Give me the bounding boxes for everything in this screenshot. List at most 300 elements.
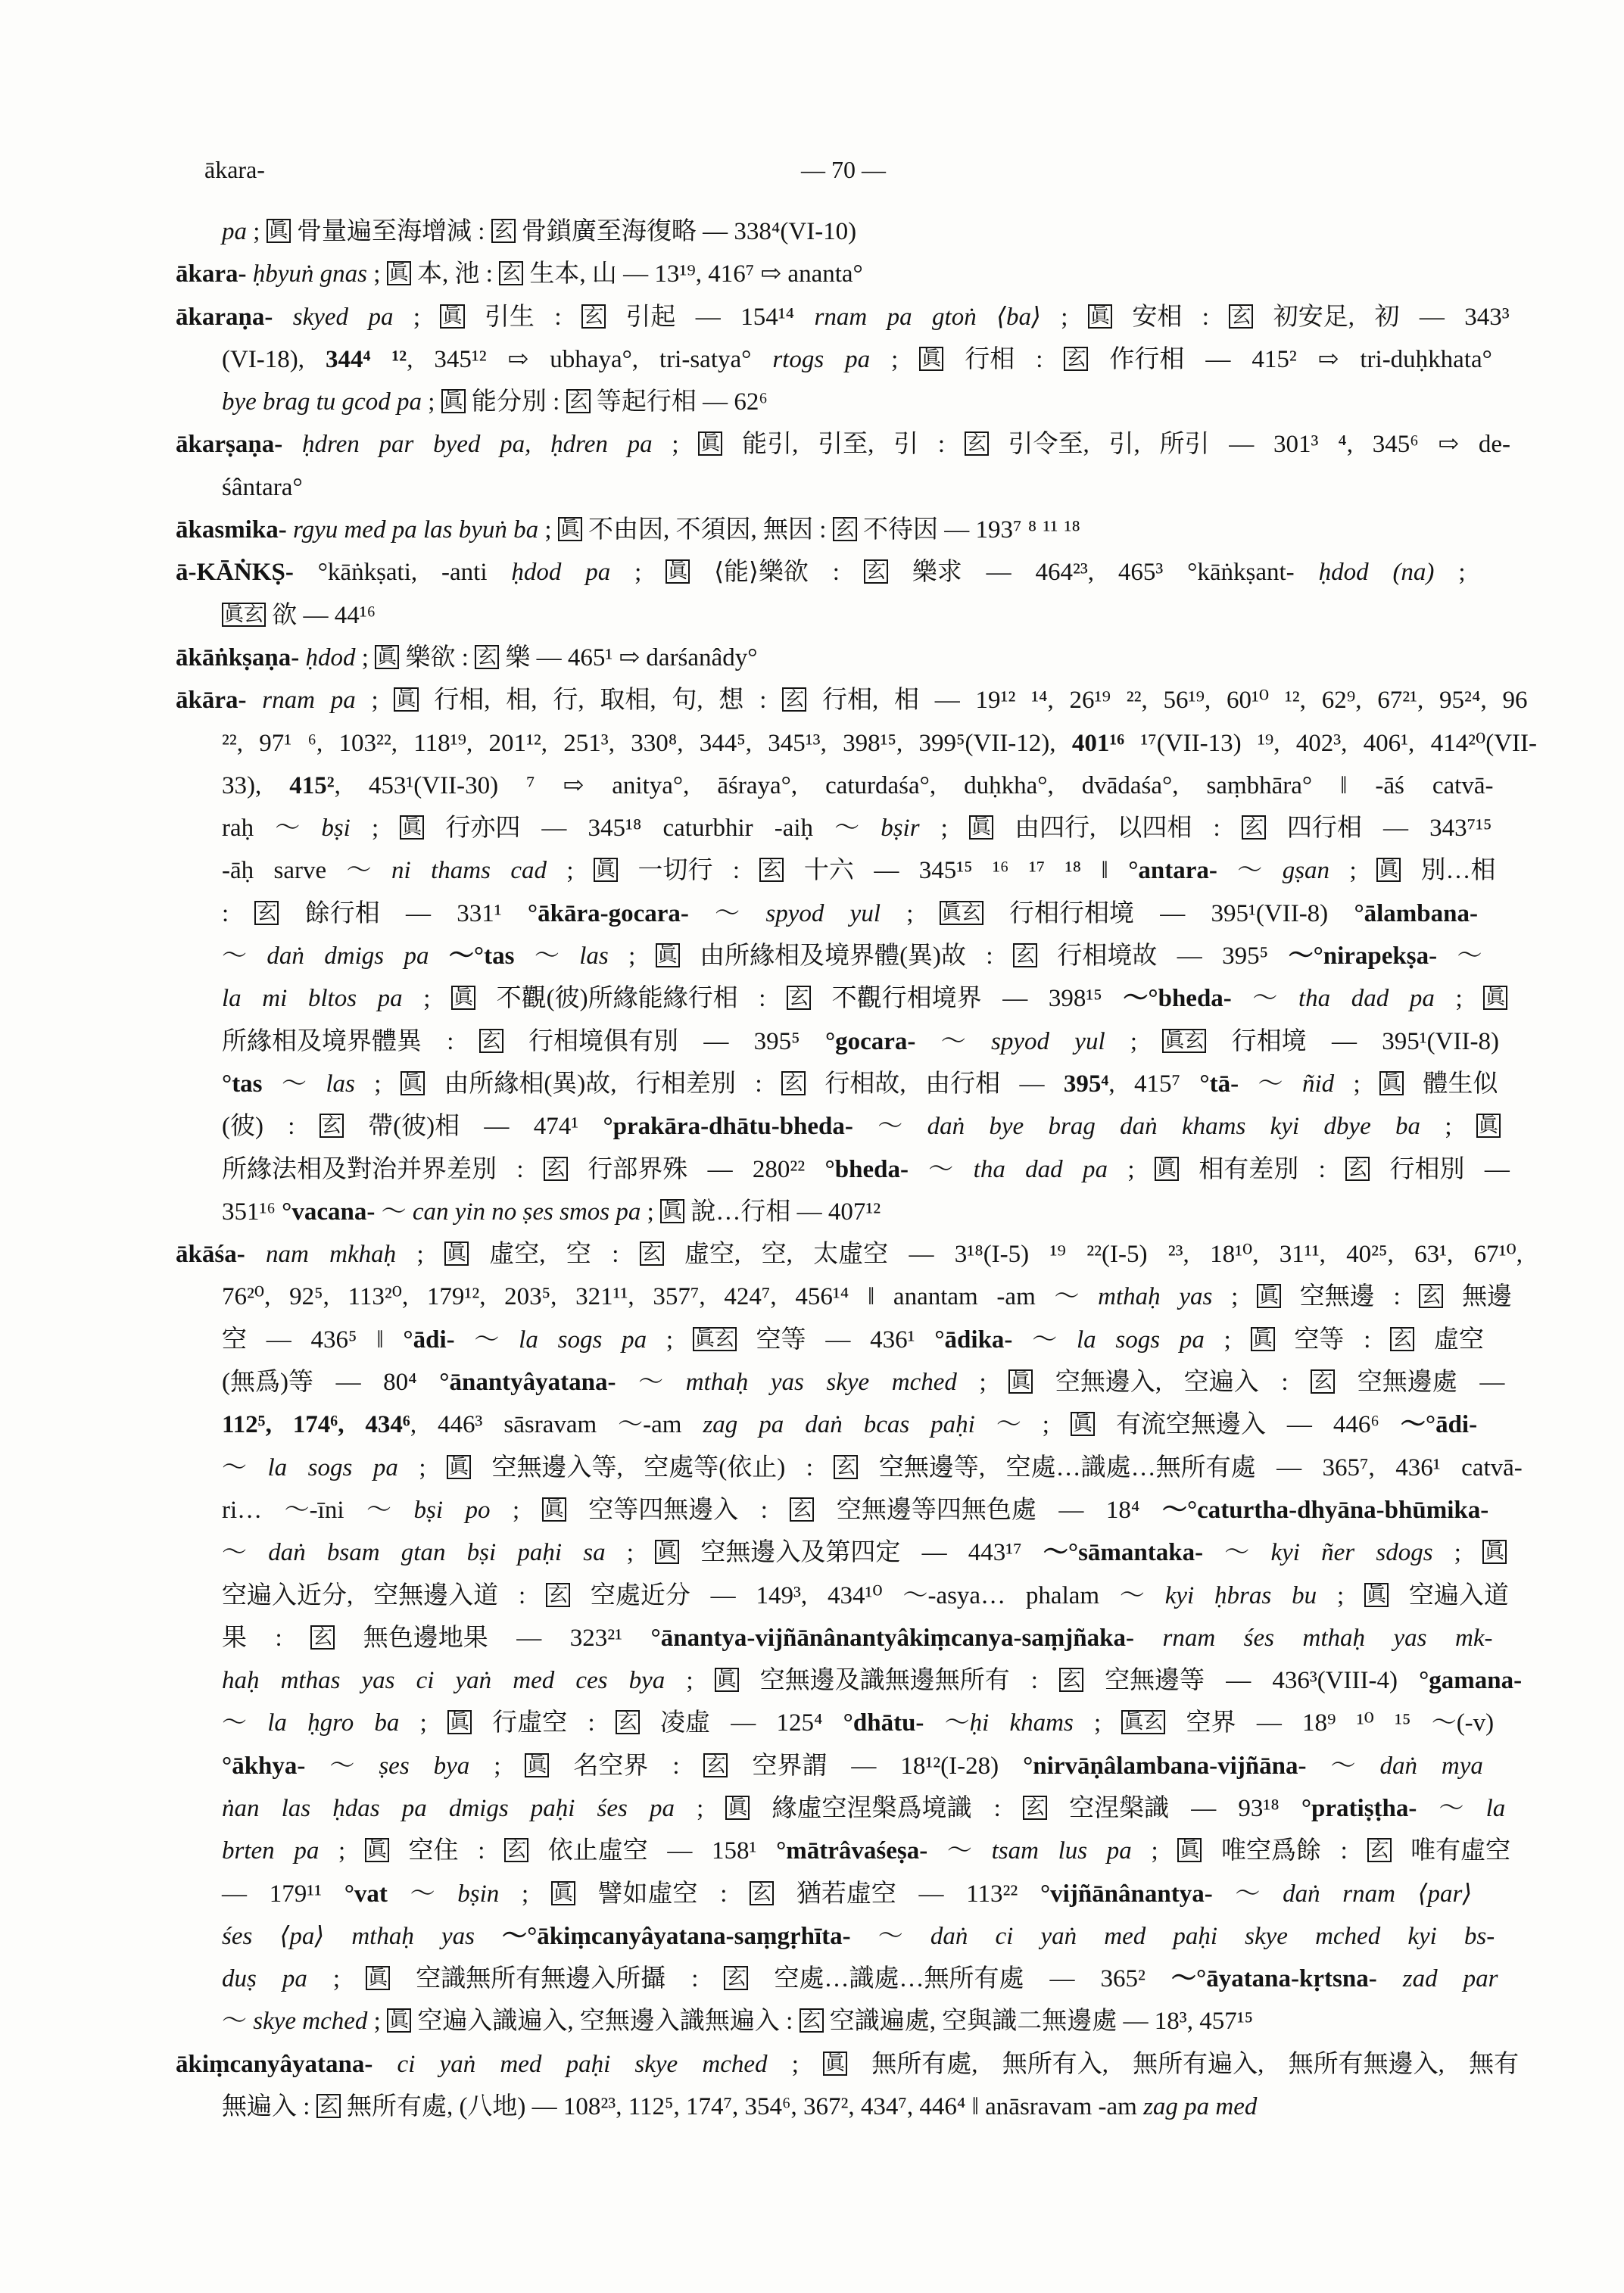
entry-line bbox=[222, 765, 1537, 807]
bold-term: °vacana- bbox=[282, 1198, 376, 1226]
tibetan-text: bṣir bbox=[881, 815, 920, 843]
translation-mark: 玄 bbox=[800, 2008, 824, 2033]
tibetan-text: pa bbox=[222, 218, 247, 245]
bold-term: 401¹⁶ bbox=[1071, 729, 1125, 757]
entry-text: 等起行相 — 62⁶ bbox=[590, 388, 768, 416]
dictionary-entry bbox=[0, 637, 1624, 679]
translation-mark: 玄 bbox=[499, 261, 523, 285]
line-text bbox=[176, 551, 1466, 594]
entry-line bbox=[222, 2086, 1537, 2128]
translation-mark: 眞 bbox=[656, 943, 680, 967]
entry-line bbox=[222, 1063, 1537, 1105]
translation-mark: 眞 bbox=[387, 261, 411, 285]
entry-text: 空無邊 : bbox=[1281, 1283, 1420, 1311]
bold-term: °vijñānânantya- bbox=[1040, 1880, 1213, 1908]
line-text bbox=[176, 296, 1510, 338]
entry-line bbox=[222, 381, 1537, 423]
entry-text: 依止虛空 — 158¹ bbox=[528, 1837, 777, 1865]
entry-text: , 415⁷ bbox=[1108, 1070, 1200, 1098]
tibetan-text: rnam pa bbox=[262, 687, 356, 715]
entry-text: ～ bbox=[1203, 1539, 1271, 1567]
translation-mark: 眞 bbox=[366, 1966, 390, 1990]
entry-text: ; bbox=[675, 1794, 726, 1822]
bold-term: ～°ādi- bbox=[1400, 1411, 1478, 1439]
tibetan-text: skyed pa bbox=[292, 303, 394, 331]
entry-text: 空遍入識遍入, 空無邊入識無遍入 : bbox=[411, 2008, 800, 2036]
tibetan-text: daṅ bye brag daṅ khams kyi dbye ba bbox=[927, 1113, 1421, 1141]
entry-text: ～ bbox=[853, 1113, 927, 1141]
entry-text: (無爲)等 — 80⁴ bbox=[222, 1369, 440, 1397]
entry-text: śântara° bbox=[222, 473, 303, 501]
translation-mark: 玄 bbox=[965, 431, 989, 456]
entry-text: 欲 — 44¹⁶ bbox=[266, 601, 376, 629]
entry-line bbox=[222, 1276, 1537, 1318]
line-text bbox=[222, 1191, 881, 1233]
entry-text: 由四行, 以四相 : bbox=[993, 815, 1242, 843]
entry-text: 空無邊入等, 空處等(依止) : bbox=[471, 1453, 834, 1481]
line-text bbox=[222, 849, 1496, 892]
line-text bbox=[222, 807, 1492, 849]
entry-line bbox=[222, 935, 1537, 977]
translation-mark: 眞 bbox=[525, 1753, 549, 1777]
translation-mark: 眞 bbox=[444, 1242, 469, 1266]
tibetan-text: tsam lus pa bbox=[991, 1837, 1132, 1865]
translation-mark: 眞 bbox=[551, 1881, 575, 1905]
entry-text: 行相 : bbox=[943, 345, 1064, 373]
translation-mark: 玄 bbox=[475, 645, 499, 669]
line-text bbox=[222, 1830, 1510, 1872]
entry-text: ; bbox=[641, 1198, 661, 1226]
entry-text: ; bbox=[367, 2008, 388, 2036]
translation-mark: 玄 bbox=[1229, 304, 1253, 329]
entry-text: 空識遍處, 空與識二無邊處 — 18³, 457¹⁵ bbox=[823, 2008, 1254, 2036]
entry-text: 果 : bbox=[222, 1624, 311, 1652]
translation-mark: 玄 bbox=[782, 687, 806, 712]
entry-line bbox=[222, 977, 1537, 1020]
translation-mark: 眞 bbox=[394, 687, 418, 712]
tibetan-text: tha dad pa bbox=[973, 1155, 1108, 1183]
line-text bbox=[176, 1233, 1523, 1276]
entry-head-line bbox=[176, 2043, 1537, 2086]
entry-text: 行相境故 — 395⁵ bbox=[1037, 942, 1289, 970]
entry-text: ; bbox=[1040, 303, 1088, 331]
entry-line bbox=[222, 1830, 1537, 1872]
translation-mark: 眞玄 bbox=[1162, 1029, 1206, 1053]
entry-text: 不待因 — 193⁷ ⁸ ¹¹ ¹⁸ bbox=[856, 516, 1080, 544]
entry-text: 空等四無邊入 : bbox=[566, 1496, 790, 1524]
entry-text: 引令至, 引, 所引 — 301³ ⁴, 345⁶ ⇨ de- bbox=[988, 431, 1511, 459]
entry-text: 餘行相 — 331¹ bbox=[279, 899, 528, 927]
entry-text: 骨鎖廣至海復略 — 338⁴(VI-10) bbox=[515, 218, 857, 245]
bold-term: °tā- bbox=[1199, 1070, 1239, 1098]
translation-mark: 眞 bbox=[1482, 1540, 1507, 1564]
entry-text: ; bbox=[247, 218, 267, 245]
tibetan-text: daṅ mya bbox=[1379, 1752, 1483, 1780]
entry-text: 虛空, 空 : bbox=[468, 1241, 640, 1269]
translation-mark: 眞 bbox=[1376, 858, 1401, 882]
entry-text: ; bbox=[393, 303, 441, 331]
tibetan-text: haḥ mthas yas ci yaṅ med ces bya bbox=[222, 1667, 665, 1695]
entry-text: 一切行 : bbox=[618, 857, 760, 885]
entry-head-line bbox=[176, 423, 1537, 466]
bold-term: °vat bbox=[344, 1880, 388, 1908]
entry-text: ; bbox=[354, 1070, 401, 1098]
entry-text: 所緣相及境界體異 : bbox=[222, 1027, 479, 1055]
entry-text: ; bbox=[547, 857, 594, 885]
entry-text bbox=[429, 942, 449, 970]
translation-mark: 眞 bbox=[919, 347, 943, 371]
entry-text: 行亦四 — 345¹⁸ caturbhir -aiḥ ～ bbox=[424, 815, 881, 843]
translation-mark: 玄 bbox=[1390, 1327, 1414, 1351]
entry-line bbox=[222, 1659, 1537, 1702]
entry-text: 虛空 bbox=[1414, 1326, 1484, 1354]
entry-text: ～ bbox=[688, 899, 766, 927]
tibetan-text: rnam pa gtoṅ ⟨ba⟩ bbox=[814, 303, 1041, 331]
tibetan-text: ḥdren par byed pa, ḥdren pa bbox=[301, 431, 653, 459]
entry-text: ; bbox=[608, 942, 656, 970]
tibetan-text: gṣan bbox=[1282, 857, 1330, 885]
entry-text: ～ bbox=[262, 1070, 326, 1098]
entry-text: 空無邊入, 空遍入 : bbox=[1033, 1369, 1311, 1397]
entry-text: 唯有虛空 bbox=[1391, 1837, 1511, 1865]
entry-text: 初安足, 初 — 343³ bbox=[1253, 303, 1510, 331]
bold-term: ～°tas bbox=[448, 942, 515, 970]
headword: ākāra- bbox=[176, 687, 247, 715]
entry-line bbox=[222, 1531, 1537, 1574]
translation-mark: 玄 bbox=[479, 1029, 503, 1053]
entry-text: 空處近分 — 149³, 434¹⁰ ～-asya… phalam ～ bbox=[569, 1581, 1165, 1609]
dictionary-entry bbox=[0, 423, 1624, 509]
tibetan-text: kyi ḥbras bu bbox=[1164, 1581, 1317, 1609]
dictionary-entry bbox=[0, 551, 1624, 637]
translation-mark: 玄 bbox=[759, 858, 784, 882]
line-text bbox=[222, 338, 1492, 381]
tibetan-text: bṣi po bbox=[413, 1496, 491, 1524]
entry-text: ～ bbox=[305, 1752, 379, 1780]
entry-line bbox=[222, 1873, 1537, 1915]
translation-mark: 玄 bbox=[1242, 815, 1266, 840]
translation-mark: 眞 bbox=[698, 431, 722, 456]
entry-text: ～ bbox=[514, 942, 580, 970]
line-text bbox=[222, 1702, 1494, 1744]
entry-text: ; bbox=[767, 2050, 824, 2078]
translation-mark: 玄 bbox=[316, 2094, 341, 2118]
entry-text: ; bbox=[402, 985, 452, 1013]
entry-text: 緣虛空涅槃爲境識 : bbox=[750, 1794, 1023, 1822]
entry-text: 空 — 436⁵ ‖ bbox=[222, 1326, 404, 1354]
line-text bbox=[222, 893, 1478, 935]
tibetan-text: ṅan las ḥdas pa dmigs paḥi śes pa bbox=[222, 1794, 675, 1822]
entry-text: ; bbox=[1105, 1027, 1163, 1055]
entry-text: ; bbox=[881, 899, 940, 927]
entry-text: (VI-18), bbox=[222, 345, 326, 373]
entry-line bbox=[222, 1319, 1537, 1361]
entry-text: ; bbox=[421, 388, 441, 416]
entry-text: ; bbox=[1108, 1155, 1155, 1183]
tibetan-text: can yin no ṣes smos pa bbox=[412, 1198, 641, 1226]
translation-mark: 玄 bbox=[546, 1583, 570, 1607]
translation-mark: 玄 bbox=[616, 1710, 640, 1734]
entry-text: °kāṅkṣati, -anti bbox=[293, 559, 512, 587]
line-text bbox=[176, 2043, 1519, 2086]
tibetan-text: la bbox=[1485, 1794, 1506, 1822]
entry-text: 帶(彼)相 — 474¹ bbox=[343, 1113, 603, 1141]
entry-text bbox=[273, 304, 292, 331]
entry-text: 無遍入 : bbox=[222, 2093, 316, 2121]
line-text bbox=[222, 1063, 1498, 1105]
entry-text: ; bbox=[469, 1752, 525, 1780]
tibetan-text: nam mkhaḥ bbox=[266, 1241, 397, 1269]
tibetan-text: bṣi bbox=[321, 815, 351, 843]
entry-line bbox=[222, 849, 1537, 892]
entry-text: 樂 — 465¹ ⇨ darśanâdy° bbox=[499, 643, 758, 671]
entry-text bbox=[247, 260, 253, 288]
bold-term: ～°sāmantaka- bbox=[1043, 1539, 1204, 1567]
entry-text: : bbox=[222, 899, 255, 927]
line-text bbox=[222, 1617, 1493, 1659]
translation-mark: 眞 bbox=[558, 517, 582, 541]
bold-term: °ānantyâyatana- bbox=[439, 1369, 616, 1397]
line-text bbox=[222, 977, 1507, 1020]
headword: ākāṅkṣaṇa- bbox=[176, 643, 300, 671]
line-text bbox=[222, 1020, 1499, 1063]
bold-term: °ākhya- bbox=[222, 1752, 306, 1780]
entry-text: , 446³ sāsravam ～-am bbox=[410, 1411, 703, 1439]
tibetan-text: rgyu med pa las byuṅ ba bbox=[292, 516, 539, 544]
entry-line bbox=[222, 1020, 1537, 1063]
entry-text: 作行相 — 415² ⇨ tri-duḥkhata° bbox=[1088, 345, 1492, 373]
tibetan-text: zad par bbox=[1402, 1965, 1498, 1993]
entry-text: ; bbox=[647, 1326, 693, 1354]
tibetan-text: mthaḥ yas bbox=[1098, 1283, 1213, 1311]
tibetan-text: tha dad pa bbox=[1298, 985, 1435, 1013]
entry-text: ; bbox=[870, 345, 920, 373]
entry-text: 行相別 — bbox=[1370, 1155, 1510, 1183]
entry-text: ～ bbox=[222, 1539, 269, 1567]
bold-term: 395⁴ bbox=[1063, 1070, 1109, 1098]
entry-text: 行相行相境 — 395¹(VII-8) bbox=[983, 899, 1354, 927]
translation-mark: 玄 bbox=[581, 304, 606, 329]
entry-text: ; bbox=[1434, 985, 1484, 1013]
bold-term: °dhātu- bbox=[843, 1709, 924, 1737]
entry-text: ～ bbox=[616, 1369, 686, 1397]
translation-mark: 玄 bbox=[787, 986, 811, 1010]
tibetan-text: duṣ pa bbox=[222, 1965, 307, 1993]
entry-text: 名空界 : bbox=[549, 1752, 704, 1780]
entry-text: ～ bbox=[222, 2008, 254, 2036]
entry-text: ; bbox=[1432, 1539, 1483, 1567]
entry-text: 不觀(彼)所緣能緣行相 : bbox=[475, 985, 787, 1013]
translation-mark: 眞 bbox=[365, 1838, 389, 1862]
translation-mark: 眞 bbox=[400, 815, 424, 840]
entry-text: 別…相 bbox=[1401, 857, 1496, 885]
tibetan-text: spyod yul bbox=[991, 1027, 1105, 1055]
line-text bbox=[222, 935, 1482, 977]
entry-line bbox=[222, 466, 1537, 509]
entry-text: 樂欲 : bbox=[399, 643, 475, 671]
tibetan-text: daṅ rnam ⟨par⟩ bbox=[1283, 1880, 1473, 1908]
entry-text: 行相境俱有別 — 395⁵ bbox=[503, 1027, 825, 1055]
translation-mark: 玄 bbox=[1311, 1369, 1335, 1394]
translation-mark: 眞 bbox=[387, 2008, 411, 2033]
line-text bbox=[222, 1489, 1488, 1531]
bold-term: °ādika- bbox=[934, 1326, 1013, 1354]
entry-text: — 179¹¹ bbox=[222, 1880, 344, 1908]
tibetan-text: zag pa daṅ bcas paḥi bbox=[703, 1411, 975, 1439]
bold-term: °prakāra-dhātu-bheda- bbox=[603, 1113, 853, 1141]
tibetan-text: zag pa med bbox=[1143, 2093, 1258, 2121]
running-head: ākara- bbox=[204, 156, 265, 183]
dictionary-body bbox=[0, 210, 1624, 2128]
entry-text: 無所有處, (八地) — 108²³, 112⁵, 174⁷, 354⁶, 367², 434⁷, 446⁴ ‖ anāsravam -am bbox=[340, 2093, 1144, 2121]
tibetan-text: ni thams cad bbox=[391, 857, 547, 885]
entry-line bbox=[222, 1958, 1537, 2000]
entry-text: ～ bbox=[387, 1880, 458, 1908]
entry-text: 四行相 — 343⁷¹⁵ bbox=[1265, 815, 1492, 843]
entry-text: ; bbox=[307, 1965, 366, 1993]
entry-line bbox=[222, 210, 1537, 253]
line-text bbox=[222, 381, 768, 423]
entry-text bbox=[299, 644, 305, 671]
translation-mark: 玄 bbox=[750, 1881, 774, 1905]
translation-mark: 眞 bbox=[441, 389, 466, 413]
translation-mark: 玄 bbox=[566, 389, 591, 413]
entry-line bbox=[222, 1787, 1537, 1830]
entry-text: 空無邊及識無邊無所有 : bbox=[738, 1667, 1060, 1695]
line-text bbox=[222, 1575, 1509, 1617]
headword: ākāśa- bbox=[176, 1241, 245, 1269]
entry-text bbox=[372, 2051, 397, 2078]
entry-text: 空無邊處 — bbox=[1335, 1369, 1505, 1397]
entry-line bbox=[222, 1361, 1537, 1404]
entry-text: ; bbox=[1212, 1283, 1257, 1311]
line-text bbox=[176, 679, 1527, 721]
entry-text: 行相, 相, 行, 取相, 句, 想 : bbox=[418, 687, 783, 715]
tibetan-text: skye mched bbox=[253, 2008, 368, 2036]
entry-text bbox=[282, 431, 302, 458]
tibetan-text: bṣin bbox=[457, 1880, 500, 1908]
translation-mark: 玄 bbox=[504, 1838, 528, 1862]
translation-mark: 眞 bbox=[375, 645, 399, 669]
entry-text: 虛空, 空, 太虛空 — 3¹⁸(I-5) ¹⁹ ²²(I-5) ²³, 18¹⁰, 31¹¹, 40²⁵, 63¹, 67¹⁰, bbox=[663, 1241, 1523, 1269]
bold-term: ～°caturtha-dhyāna-bhūmika- bbox=[1161, 1496, 1489, 1524]
tibetan-text: bye brag tu gcod pa bbox=[222, 388, 422, 416]
bold-term: °pratiṣṭha- bbox=[1301, 1794, 1417, 1822]
entry-line bbox=[222, 1404, 1537, 1446]
entry-text: ～ bbox=[1437, 942, 1482, 970]
tibetan-text: ḥdod (na) bbox=[1318, 559, 1435, 587]
entry-text: raḥ ～ bbox=[222, 815, 322, 843]
tibetan-text: kyi ñer sdogs bbox=[1270, 1539, 1433, 1567]
translation-mark: 眞 bbox=[1177, 1838, 1202, 1862]
translation-mark: 玄 bbox=[1013, 943, 1037, 967]
translation-mark: 眞 bbox=[1251, 1327, 1275, 1351]
entry-text: ; bbox=[652, 431, 699, 459]
tibetan-text: spyod yul bbox=[765, 899, 881, 927]
entry-text: ～ bbox=[222, 1453, 268, 1481]
entry-text: 十六 — 345¹⁵ ¹⁶ ¹⁷ ¹⁸ ‖ bbox=[784, 857, 1129, 885]
translation-mark: 玄 bbox=[1345, 1157, 1370, 1181]
translation-mark: 眞 bbox=[725, 1796, 750, 1820]
bold-term: 415² bbox=[289, 771, 335, 799]
bold-term: °ānantya-vijñānânantyâkiṃcanya-saṃjñaka- bbox=[650, 1624, 1134, 1652]
entry-text: ～ bbox=[915, 1027, 992, 1055]
translation-mark: 玄 bbox=[864, 559, 888, 584]
translation-mark: 眞 bbox=[715, 1668, 739, 1692]
tibetan-text: ḥbyuṅ gnas bbox=[252, 260, 367, 288]
entry-text: ; bbox=[1317, 1581, 1364, 1609]
translation-mark: 玄 bbox=[1059, 1668, 1083, 1692]
bold-term: ～°āyatana-kṛtsna- bbox=[1171, 1965, 1377, 1993]
entry-text: 空遍入道 bbox=[1388, 1581, 1509, 1609]
translation-mark: 眞玄 bbox=[940, 901, 983, 925]
translation-mark: 眞玄 bbox=[1121, 1710, 1165, 1734]
entry-text: 無色邊地果 — 323²¹ bbox=[335, 1624, 651, 1652]
translation-mark: 玄 bbox=[790, 1497, 814, 1522]
entry-text: 33), bbox=[222, 771, 290, 799]
bold-term: °gocara- bbox=[824, 1027, 916, 1055]
entry-text: ri… ～-īni ～ bbox=[222, 1496, 414, 1524]
entry-text: ～ bbox=[850, 1922, 930, 1950]
translation-mark: 眞 bbox=[594, 858, 618, 882]
entry-head-line bbox=[176, 296, 1537, 338]
entry-text: ～ bbox=[1231, 985, 1299, 1013]
translation-mark: 眞 bbox=[969, 815, 993, 840]
entry-text: 行相故, 由行相 — bbox=[805, 1070, 1064, 1098]
entry-line bbox=[222, 1489, 1537, 1531]
line-text bbox=[222, 1148, 1510, 1191]
entry-text bbox=[1134, 1625, 1163, 1652]
bold-term: °nirvāṇâlambana-vijñāna- bbox=[1023, 1752, 1307, 1780]
translation-mark: 玄 bbox=[781, 1071, 806, 1095]
dictionary-entry bbox=[0, 296, 1624, 424]
bold-term: ～°bheda- bbox=[1123, 985, 1232, 1013]
headword: ākiṃcanyâyatana- bbox=[176, 2050, 373, 2078]
translation-mark: 眞 bbox=[655, 1540, 679, 1564]
entry-text: 譬如虛空 : bbox=[575, 1880, 750, 1908]
line-text bbox=[176, 423, 1510, 466]
entry-line bbox=[222, 2000, 1537, 2042]
entry-text: 由所緣相及境界體(異)故 : bbox=[679, 942, 1013, 970]
entry-text: 空識無所有無邊入所攝 : bbox=[390, 1965, 725, 1993]
entry-head-line bbox=[176, 1233, 1537, 1276]
entry-text: ; bbox=[1131, 1837, 1178, 1865]
bold-term: ～°ākiṃcanyâyatana-saṃgṛhīta- bbox=[502, 1922, 851, 1950]
headword: ā-KĀṄKṢ- bbox=[176, 559, 294, 587]
tibetan-text: ṣes bya bbox=[379, 1752, 470, 1780]
entry-text: 空等 : bbox=[1274, 1326, 1391, 1354]
translation-mark: 眞玄 bbox=[693, 1327, 737, 1351]
translation-mark: 玄 bbox=[320, 1114, 344, 1138]
headword: ākara- bbox=[176, 260, 247, 288]
translation-mark: 玄 bbox=[491, 219, 516, 243]
entry-text: 無邊 bbox=[1443, 1283, 1513, 1311]
bold-term: °ākāra-gocara- bbox=[527, 899, 689, 927]
bold-term: °tas bbox=[222, 1070, 263, 1098]
entry-text: 空無邊入及第四定 — 443¹⁷ bbox=[679, 1539, 1043, 1567]
entry-text: 空界 — 18⁹ ¹⁰ ¹⁵ ～(-v) bbox=[1165, 1709, 1495, 1737]
entry-text: 空住 : bbox=[388, 1837, 505, 1865]
entry-text: ～ bbox=[222, 942, 267, 970]
entry-text: 351¹⁶ bbox=[222, 1198, 282, 1226]
line-text bbox=[222, 1105, 1501, 1148]
entry-line bbox=[222, 1915, 1537, 1958]
entry-text: ; bbox=[1334, 1070, 1380, 1098]
entry-text: 骨量遍至海增減 : bbox=[290, 218, 491, 245]
entry-text: 本, 池 : bbox=[410, 260, 500, 288]
translation-mark: 眞 bbox=[542, 1497, 566, 1522]
entry-text: ⟨能⟩樂欲 : bbox=[690, 559, 864, 587]
